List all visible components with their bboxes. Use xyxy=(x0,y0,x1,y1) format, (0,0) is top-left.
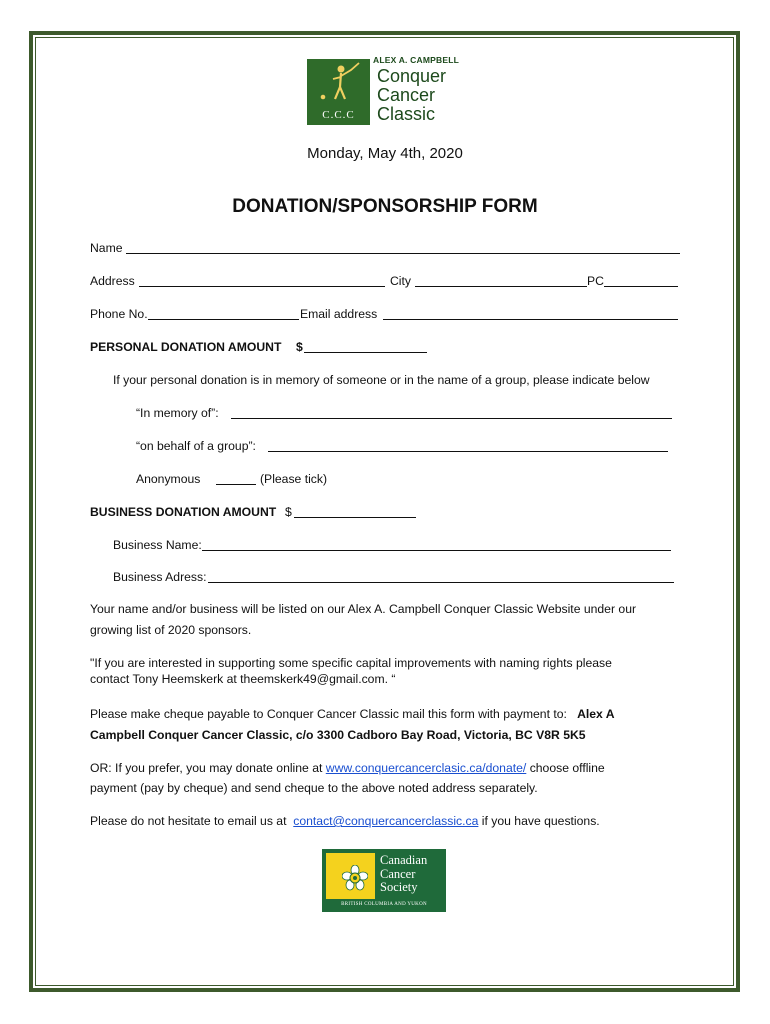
memory-instruction: If your personal donation is in memory of someone or in the name of a group, please indicate below xyxy=(113,373,650,387)
donate-online-link[interactable]: www.conquercancerclasic.ca/donate/ xyxy=(325,761,527,775)
conquer-cancer-classic-logo xyxy=(307,55,459,125)
email-label: Email address xyxy=(300,307,378,321)
personal-donation-label: PERSONAL DONATION AMOUNT xyxy=(90,340,282,354)
business-currency: $ xyxy=(285,505,292,519)
online-text-line1 xyxy=(90,760,605,776)
event-date: Monday, May 4th, 2020 xyxy=(307,145,463,162)
city-input-line[interactable] xyxy=(415,286,587,287)
cheque-text-line1 xyxy=(90,706,615,722)
daffodil-icon xyxy=(342,865,368,891)
business-name-input-line[interactable] xyxy=(202,550,671,551)
interest-text-line2: contact Tony Heemskerk at theemskerk49@gmail.com. “ xyxy=(90,672,396,686)
business-name-label: Business Name: xyxy=(113,538,202,552)
cheque-mailing-address: Campbell Conquer Cancer Classic, c/o 3300 Cadboro Bay Road, Victoria, BC V8R 5K5 xyxy=(90,728,586,742)
address-label: Address xyxy=(90,274,135,288)
online-text-post: choose offline xyxy=(529,761,605,775)
personal-amount-input-line[interactable] xyxy=(304,352,427,353)
please-tick-note: (Please tick) xyxy=(260,472,328,486)
daffodil-panel xyxy=(326,853,375,899)
form-title: DONATION/SPONSORSHIP FORM xyxy=(232,196,538,217)
society-line-2: Cancer xyxy=(380,866,416,881)
society-division: BRITISH COLUMBIA AND YUKON xyxy=(341,902,427,907)
contact-email-link[interactable]: contact@conquercancerclassic.ca xyxy=(293,814,479,828)
business-amount-input-line[interactable] xyxy=(294,517,416,518)
online-text-line2: payment (pay by cheque) and send cheque to the above noted address separately. xyxy=(90,781,538,795)
name-input-line[interactable] xyxy=(126,253,680,254)
phone-label: Phone No. xyxy=(90,307,148,321)
logo-word-conquer: Conquer xyxy=(377,66,447,86)
canadian-cancer-society-logo xyxy=(322,849,446,912)
on-behalf-input-line[interactable] xyxy=(268,451,668,452)
address-input-line[interactable] xyxy=(139,286,385,287)
listing-text-line1: Your name and/or business will be listed on our Alex A. Campbell Conquer Classic Website under our xyxy=(90,602,637,616)
cheque-payee-start: Alex A xyxy=(577,707,615,721)
interest-text-line1: "If you are interested in supporting some specific capital improvements with naming rights please xyxy=(90,656,612,670)
phone-input-line[interactable] xyxy=(148,319,299,320)
contact-text xyxy=(90,813,600,829)
on-behalf-label: “on behalf of a group”: xyxy=(136,439,256,453)
business-address-label: Business Adress: xyxy=(113,570,207,584)
golfer-icon xyxy=(307,59,370,109)
business-donation-label: BUSINESS DONATION AMOUNT xyxy=(90,505,277,519)
golfer-panel xyxy=(307,59,370,125)
society-name xyxy=(380,854,427,895)
online-text-pre: OR: If you prefer, you may donate online at xyxy=(90,761,323,775)
pc-input-line[interactable] xyxy=(604,286,678,287)
society-line-3: Society xyxy=(380,880,418,894)
listing-text-line2: growing list of 2020 sponsors. xyxy=(90,623,252,637)
logo-initials: C.C.C xyxy=(322,109,355,121)
anonymous-tick-line[interactable] xyxy=(216,484,256,485)
pc-label: PC xyxy=(587,274,604,288)
personal-currency: $ xyxy=(296,340,303,354)
logo-word-classic: Classic xyxy=(377,104,436,124)
society-line-1: Canadian xyxy=(380,853,428,867)
logo-word-cancer: Cancer xyxy=(377,85,436,105)
city-label: City xyxy=(390,274,411,288)
name-label: Name xyxy=(90,241,123,255)
business-address-input-line[interactable] xyxy=(208,582,674,583)
contact-text-post: if you have questions. xyxy=(481,814,600,828)
in-memory-input-line[interactable] xyxy=(231,418,672,419)
contact-text-pre: Please do not hesitate to email us at xyxy=(90,814,287,828)
cheque-instruction: Please make cheque payable to Conquer Cancer Classic mail this form with payment to: xyxy=(90,707,567,721)
anonymous-label: Anonymous xyxy=(136,472,201,486)
in-memory-label: “In memory of”: xyxy=(136,406,219,420)
email-input-line[interactable] xyxy=(383,319,678,320)
logo-tagline: ALEX A. CAMPBELL xyxy=(373,55,459,65)
